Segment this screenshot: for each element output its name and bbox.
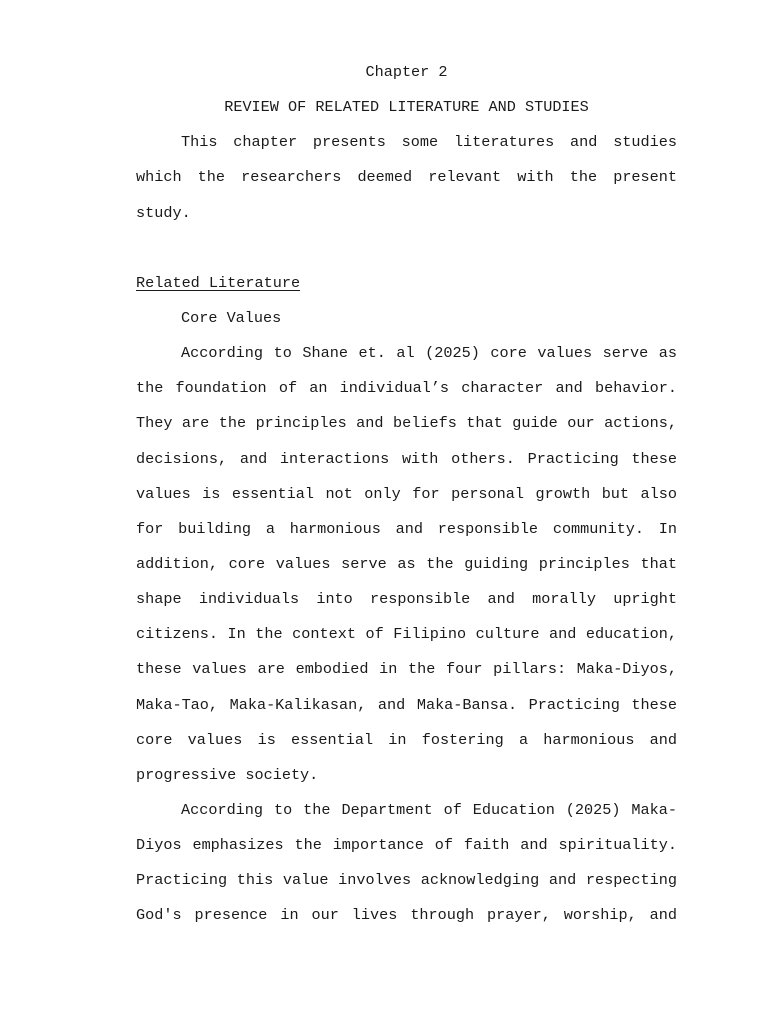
paragraph-line: According to the Department of Education (2025) Maka-	[181, 800, 677, 819]
spacer	[136, 231, 677, 266]
paragraph-line: They are the principles and beliefs that guide our actions,	[136, 414, 677, 433]
section-heading	[136, 266, 677, 301]
paragraph-line: core values is essential in fostering a harmonious and	[136, 730, 677, 749]
paragraph-line: Maka-Tao, Maka-Kalikasan, and Maka-Bansa. Practicing these	[136, 695, 677, 714]
paragraph-line: Practicing this value involves acknowledging and respecting	[136, 871, 677, 890]
paragraph-core-values	[136, 336, 677, 793]
intro-paragraph	[136, 125, 677, 230]
paragraph-line: progressive society.	[136, 765, 319, 784]
paragraph-maka-diyos	[136, 793, 677, 934]
paragraph-line: citizens. In the context of Filipino culture and education,	[136, 625, 677, 644]
paragraph-line: these values are embodied in the four pillars: Maka-Diyos,	[136, 660, 677, 679]
paragraph-line: for building a harmonious and responsible community. In	[136, 519, 677, 538]
paragraph-line: addition, core values serve as the guiding principles that	[136, 554, 677, 573]
paragraph-line: values is essential not only for personal growth but also	[136, 484, 677, 503]
chapter-heading: Chapter 2	[365, 63, 448, 81]
subsection-heading: Core Values	[181, 308, 282, 327]
paragraph-line: the foundation of an individual’s character and behavior.	[136, 379, 677, 398]
document-page	[136, 55, 677, 934]
intro-line: which the researchers deemed relevant with the present	[136, 168, 677, 187]
intro-line: study.	[136, 203, 191, 222]
paragraph-line: decisions, and interactions with others. Practicing these	[136, 449, 677, 468]
paragraph-line: Diyos emphasizes the importance of faith and spirituality.	[136, 836, 677, 855]
chapter-title: REVIEW OF RELATED LITERATURE AND STUDIES	[224, 98, 589, 117]
paragraph-line: According to Shane et. al (2025) core values serve as	[181, 344, 677, 363]
intro-line: This chapter presents some literatures and studies	[181, 133, 677, 152]
section-heading-text: Related Literature	[136, 273, 301, 292]
paragraph-line: shape individuals into responsible and morally upright	[136, 590, 677, 609]
paragraph-line: God's presence in our lives through prayer, worship, and	[136, 906, 677, 925]
